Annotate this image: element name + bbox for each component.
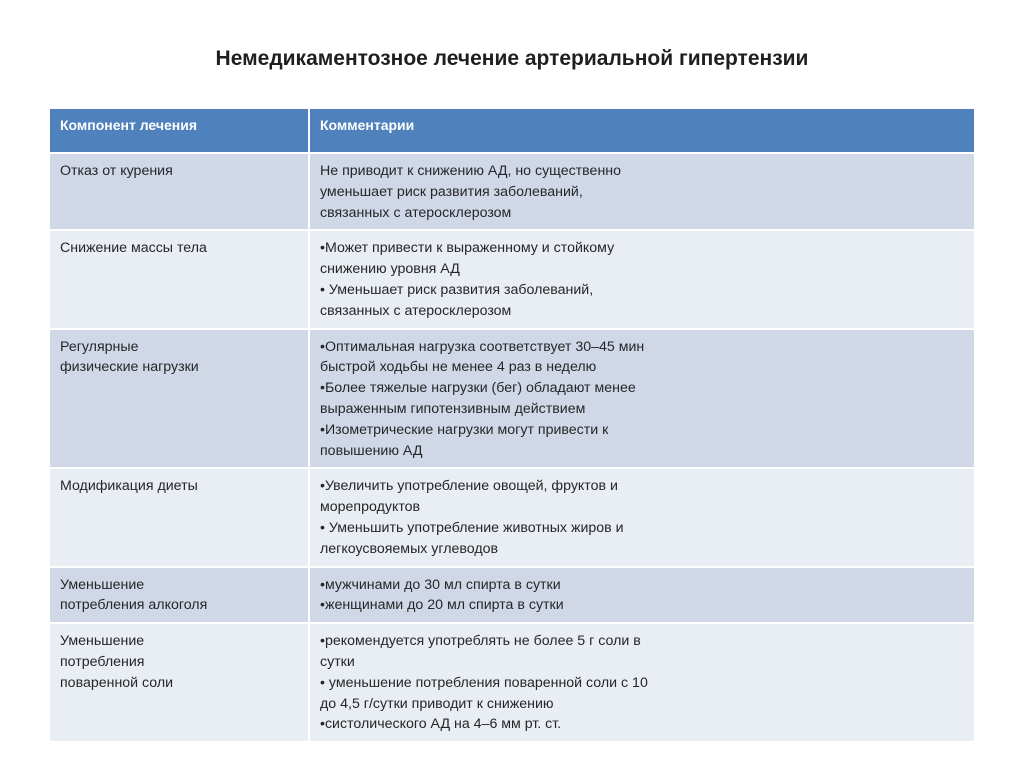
comment-text: •Может привести к выраженному и стойкому bbox=[320, 240, 615, 257]
table-row bbox=[50, 468, 974, 566]
header-comments: Комментарии bbox=[309, 109, 974, 153]
comment-text: Не приводит к снижению АД, но существенно bbox=[320, 163, 622, 179]
header-component: Компонент лечения bbox=[50, 109, 309, 153]
comment-text: сутки bbox=[320, 653, 355, 670]
comment-text: • Уменьшает риск развития заболеваний, bbox=[320, 281, 594, 298]
component-cell bbox=[50, 468, 309, 566]
comment-text: до 4,5 г/сутки приводит к снижению bbox=[320, 695, 554, 712]
comment-cell bbox=[309, 230, 974, 328]
table-row bbox=[50, 567, 974, 624]
comment-text: •рекомендуется употреблять не более 5 г соли в bbox=[320, 633, 641, 650]
component-text: Отказ от курения bbox=[60, 163, 173, 179]
comment-cell bbox=[309, 623, 974, 741]
comment-text: •Оптимальная нагрузка соответствует 30–45 мин bbox=[320, 338, 645, 355]
component-text: Уменьшение bbox=[60, 633, 145, 650]
component-text: Модификация диеты bbox=[60, 478, 198, 495]
comment-text: легкоусвояемых углеводов bbox=[320, 540, 499, 557]
component-cell bbox=[50, 329, 309, 469]
table-row bbox=[50, 623, 974, 741]
table-header-row bbox=[50, 109, 974, 153]
comment-text: •Более тяжелые нагрузки (бег) обладают менее bbox=[320, 380, 636, 397]
table-row bbox=[50, 329, 974, 469]
comment-text: •Изометрические нагрузки могут привести к bbox=[320, 421, 609, 438]
component-cell bbox=[50, 623, 309, 741]
component-text: потребления bbox=[60, 653, 145, 670]
component-text: поваренной соли bbox=[60, 674, 174, 691]
comment-text: морепродуктов bbox=[320, 499, 421, 516]
comment-text: выраженным гипотензивным действием bbox=[320, 400, 586, 417]
component-cell bbox=[50, 153, 309, 230]
comment-text: быстрой ходьбы не менее 4 раз в неделю bbox=[320, 359, 597, 376]
comment-text: •Увеличить употребление овощей, фруктов и bbox=[320, 478, 618, 495]
comment-text: •женщинами до 20 мл спирта в сутки bbox=[320, 597, 564, 614]
comment-text: повышению АД bbox=[320, 442, 423, 459]
comment-text: • уменьшение потребления поваренной соли с 10 bbox=[320, 674, 648, 691]
table-row bbox=[50, 230, 974, 328]
comment-text: снижению уровня АД bbox=[320, 261, 460, 278]
component-cell bbox=[50, 567, 309, 624]
comment-cell bbox=[309, 567, 974, 624]
comment-cell bbox=[309, 468, 974, 566]
component-text: Снижение массы тела bbox=[60, 240, 207, 257]
comment-text: связанных с атеросклерозом bbox=[320, 204, 512, 221]
comment-cell bbox=[309, 153, 974, 230]
slide-title: Немедикаментозное лечение артериальной гипертензии bbox=[215, 47, 809, 70]
component-text: физические нагрузки bbox=[60, 359, 199, 376]
component-cell bbox=[50, 230, 309, 328]
table-row bbox=[50, 153, 974, 230]
component-text: Регулярные bbox=[60, 338, 139, 355]
comment-text: • Уменьшить употребление животных жиров и bbox=[320, 519, 624, 536]
comment-text: связанных с атеросклерозом bbox=[320, 302, 512, 319]
component-text: потребления алкоголя bbox=[60, 597, 208, 614]
comment-text: •мужчинами до 30 мл спирта в сутки bbox=[320, 576, 561, 593]
comment-cell bbox=[309, 329, 974, 469]
component-text: Уменьшение bbox=[60, 576, 145, 593]
treatment-table bbox=[50, 109, 974, 741]
comment-text: •систолического АД на 4–6 мм рт. ст. bbox=[320, 716, 562, 733]
comment-text: уменьшает риск развития заболеваний, bbox=[320, 183, 583, 200]
